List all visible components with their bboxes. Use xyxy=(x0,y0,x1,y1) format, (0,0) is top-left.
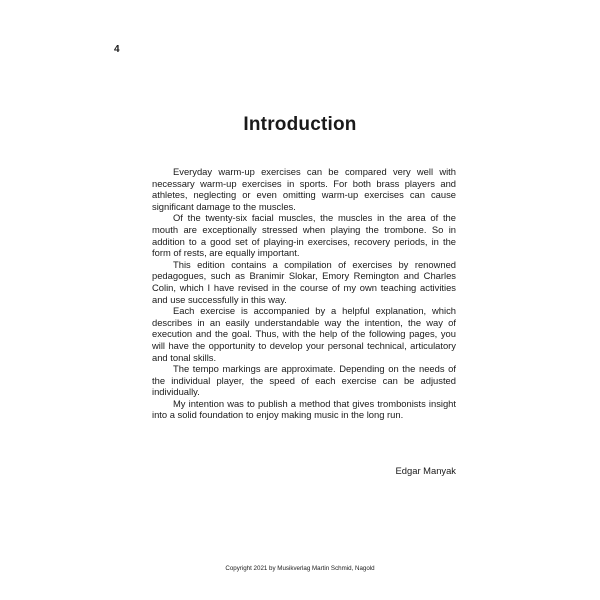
paragraph: Everyday warm-up exercises can be compared very well with necessary warm-up exercises in sports. For both brass players and athletes, neglecting or even omitting warm-up exercises can cause significant damage to the muscles. xyxy=(152,166,456,212)
paragraph: My intention was to publish a method that gives trombonists insight into a solid foundation to enjoy making music in the long run. xyxy=(152,397,456,421)
paragraph: Each exercise is accompanied by a helpful explanation, which describes in an easily understandable way the intention, the way of execution and the goal. Thus, with the help of the following pages, you will have the opportunity to develop your personal technical, articulatory and tonal skills. xyxy=(152,305,456,363)
body-text xyxy=(152,166,456,421)
paragraph: Of the twenty-six facial muscles, the muscles in the area of the mouth are exceptionally stressed when playing the trombone. So in addition to a good set of playing-in exercises, recovery periods, in the form of rests, are equally important. xyxy=(152,212,456,259)
copyright-notice: Copyright 2021 by Musikverlag Martin Schmid, Nagold xyxy=(225,565,375,572)
page-number: 4 xyxy=(114,44,120,55)
paragraph: The tempo markings are approximate. Depending on the needs of the individual player, the speed of each exercise can be adjusted individually. xyxy=(152,363,456,398)
page-title: Introduction xyxy=(243,114,357,135)
paragraph: This edition contains a compilation of exercises by renowned pedagogues, such as Branimir Slokar, Emory Remington and Charles Colin, which I have revised in the course of my own teaching activities and use successfully in this way. xyxy=(152,258,456,305)
author-signature: Edgar Manyak xyxy=(395,465,456,476)
